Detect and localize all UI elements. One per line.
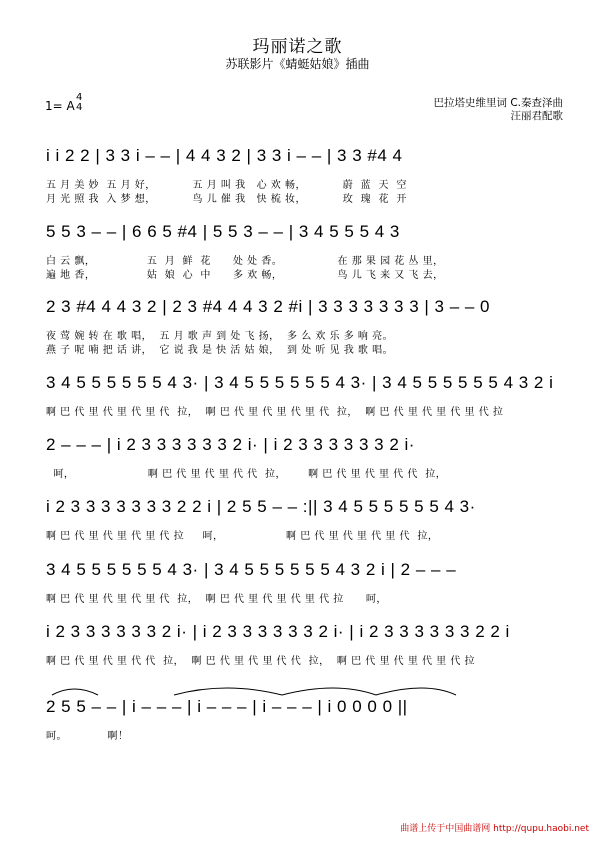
lyric-line-1: 夜 莺 婉 转 在 歌 唱， 五 月 歌 声 到 处 飞 扬， 多 么 欢 乐 多 响 亮。: [46, 331, 394, 342]
lyric-line-1: 白 云 飘， 五 月 鲜 花 处 处 香。 在 那 果 园 花 丛 里，: [46, 256, 444, 267]
notation-line: 2 – – – | i 2 3 3 3 3 3 3 2 i· | i 2 3 3 3 3 3 3 2 i·: [46, 435, 415, 454]
lyric-line-1: 啊 巴 代 里 代 里 代 里 代 拉， 啊 巴 代 里 代 里 代 里 代 拉 呵，: [46, 594, 387, 605]
time-denominator: 4: [76, 102, 83, 113]
time-numerator: 4: [76, 92, 83, 103]
notation-line: 2 5 5 – – | i – – – | i – – – | i – – – | i 0 0 0 0 ||: [46, 697, 408, 716]
lyric-line-2: 遍 地 香， 姑 娘 心 中 多 欢 畅， 鸟 儿 飞 来 又 飞 去，: [46, 270, 444, 281]
time-signature: [76, 93, 82, 113]
notation-line: 3 4 5 5 5 5 5 5 4 3· | 3 4 5 5 5 5 5 5 4 3 2 i | 2 – – –: [46, 560, 457, 579]
notation-line: i i 2 2 | 3 3 i – – | 4 4 3 2 | 3 3 i – – | 3 3 #4 4: [46, 146, 403, 165]
lyric-line-2: 月 光 照 我 入 梦 想， 鸟 儿 催 我 快 梳 妆， 玫 瑰 花 开: [46, 194, 407, 205]
arranger-credit: 汪丽君配歌: [510, 110, 563, 122]
song-title: 玛丽诺之歌: [252, 37, 343, 57]
lyric-line-1: 啊 巴 代 里 代 里 代 里 代 拉 呵， 啊 巴 代 里 代 里 代 里 代 拉，: [46, 531, 439, 542]
lyric-line-1: 啊 巴 代 里 代 里 代 里 代 拉， 啊 巴 代 里 代 里 代 里 代 拉， 啊 巴 代 里 代 里 代 里 代 拉: [46, 407, 504, 418]
lyric-line-1: 啊 巴 代 里 代 里 代 代 拉， 啊 巴 代 里 代 里 代 代 拉， 啊 巴 代 里 代 里 代 里 代 拉: [46, 656, 476, 667]
notation-line: i 2 3 3 3 3 3 3 2 i· | i 2 3 3 3 3 3 3 2 i· | i 2 3 3 3 3 3 3 2 2 i: [46, 622, 510, 641]
notation-line: 3 4 5 5 5 5 5 5 4 3· | 3 4 5 5 5 5 5 5 4 3· | 3 4 5 5 5 5 5 5 4 3 2 i: [46, 373, 554, 392]
slur-ties: [46, 683, 554, 697]
notation-line: 2 3 #4 4 4 3 2 | 2 3 #4 4 4 3 2 #i | 3 3 3 3 3 3 3 | 3 – – 0: [46, 297, 491, 316]
lyric-line-1: 呵， 啊 巴 代 里 代 里 代 代 拉， 啊 巴 代 里 代 里 代 代 拉，: [46, 469, 447, 480]
notation-line: i 2 3 3 3 3 3 3 3 2 2 i | 2 5 5 – – :|| 3 4 5 5 5 5 5 5 4 3·: [46, 497, 476, 516]
lyric-line-1: 呵。 啊！: [46, 731, 129, 742]
key-signature: 1= A: [45, 99, 75, 113]
notation-line: 5 5 3 – – | 6 6 5 #4 | 5 5 3 – – | 3 4 5 5 5 4 3: [46, 222, 400, 241]
song-subtitle: 苏联影片《蜻蜓姑娘》插曲: [225, 57, 370, 71]
lyricist-credit: 巴拉塔史维里词 C.秦查泽曲: [433, 97, 563, 109]
lyric-line-2: 燕 子 呢 喃 把 话 讲， 它 说 我 是 快 活 姑 娘， 到 处 听 见 我 歌 唱。: [46, 345, 394, 356]
score-row-9: [46, 697, 554, 787]
site-footer: 曲谱上传于中国曲谱网 http://qupu.haobi.net: [400, 824, 589, 834]
lyric-line-1: 五 月 美 妙 五 月 好， 五 月 叫 我 心 欢 畅， 蔚 蓝 天 空: [46, 180, 407, 191]
